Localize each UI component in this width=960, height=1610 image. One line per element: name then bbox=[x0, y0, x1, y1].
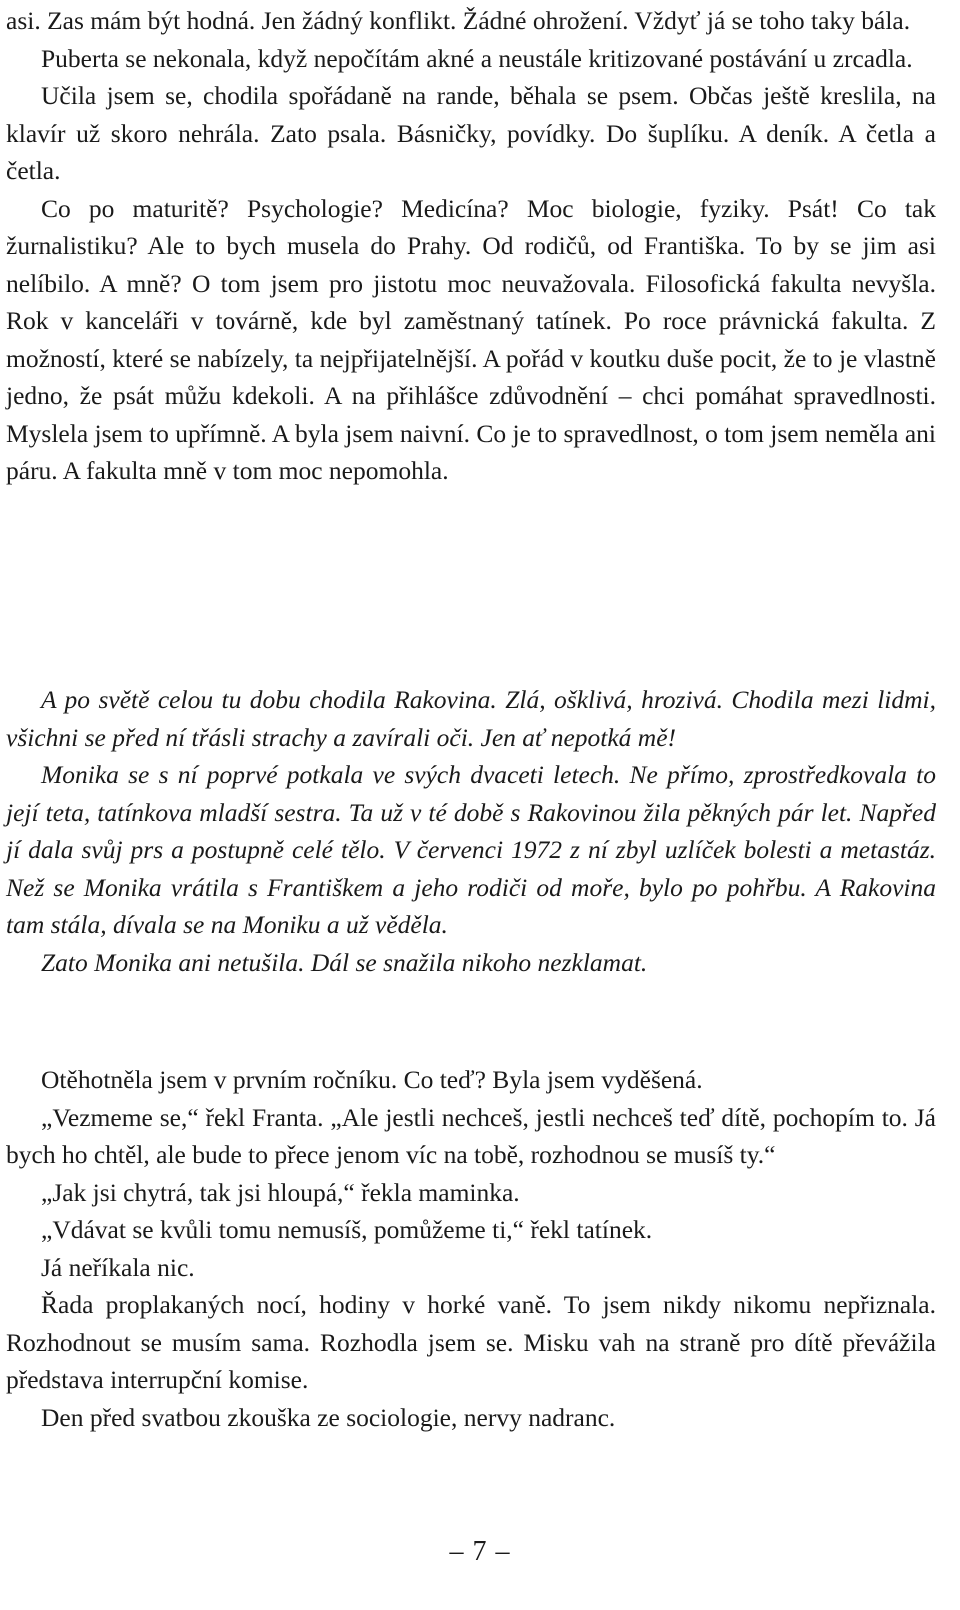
paragraph-dialogue: „Jak jsi chytrá, tak jsi hloupá,“ řekla maminka. bbox=[41, 1177, 520, 1207]
paragraph: Otěhotněla jsem v prvním ročníku. Co teď? Byla jsem vyděšená. bbox=[41, 1065, 703, 1094]
section-pregnancy bbox=[6, 1061, 936, 1436]
paragraph-dialogue: „Vezmeme se,“ řekl Franta. „Ale jestli nechceš, jestli nechceš teď dítě, pochopím to. Já bych ho chtěl, ale bude to přece jenom víc na tobě, rozhodnou se musíš ty.“ bbox=[6, 1102, 936, 1169]
paragraph-dialogue: „Vdávat se kvůli tomu nemusíš, pomůžeme ti,“ řekl tatínek. bbox=[41, 1215, 653, 1244]
paragraph: Řada proplakaných nocí, hodiny v horké vaně. To jsem nikdy nikomu nepřiznala. Rozhodnout se musím sama. Rozhodla jsem se. Misku vah na straně pro dítě převážila představa interrupční komise. bbox=[6, 1290, 936, 1394]
paragraph: Co po maturitě? Psychologie? Medicína? Moc biologie, fyziky. Psát! Co tak žurnalistiku? Ale to bych musela do Prahy. Od rodičů, od Františka. To by se jim asi nelíbilo. A mně? O tom jsem pro jistotu moc neuvažovala. Filosofická fakulta nevyšla. Rok v kanceláři v továrně, kde byl zaměstnaný tatínek. Po roce právnická fakulta. Z možností, které se nabízely, ta nejpřijatelnější. A pořád v koutku duše pocit, že to je vlastně jedno, že psát můžu kdekoli. A na přihlášce zdůvodnění – chci pomáhat spravedlnosti. Myslela jsem to upřímně. A byla jsem naivní. Co je to spravedlnost, o tom jsem neměla ani páru. A fakulta mně v tom moc nepomohla. bbox=[6, 193, 936, 485]
paragraph-italic: Zato Monika ani netušila. Dál se snažila nikoho nezklamat. bbox=[41, 947, 648, 977]
paragraph: Puberta se nekonala, když nepočítám akné a neustále kritizované postávání u zrcadla. bbox=[41, 43, 913, 73]
page-number: – 7 – bbox=[449, 1536, 511, 1567]
paragraph: Já neříkala nic. bbox=[41, 1252, 195, 1282]
paragraph: asi. Zas mám být hodná. Jen žádný konflikt. Žádné ohrožení. Vždyť já se toho taky bála. bbox=[6, 6, 911, 35]
section-memoir-youth bbox=[6, 2, 936, 490]
paragraph: Učila jsem se, chodila spořádaně na rande, běhala se psem. Občas ještě kreslila, na klavír už skoro nehrála. Zato psala. Básničky, povídky. Do šuplíku. A deník. A četla a četla. bbox=[6, 81, 936, 185]
paragraph-italic: Monika se s ní poprvé potkala ve svých dvaceti letech. Ne přímo, zprostředkovala to její teta, tatínkova mladší sestra. Ta už v té době s Rakovinou žila pěkných pár let. Napřed jí dala svůj prs a postupně celé tělo. V červenci 1972 z ní zbyl uzlíček bolesti a metastáz. Než se Monika vrátila s Františkem a jeho rodiči od moře, bylo po pohřbu. A Rakovina tam stála, dívala se na Moniku a už věděla. bbox=[6, 760, 936, 939]
paragraph: Den před svatbou zkouška ze sociologie, nervy nadranc. bbox=[41, 1402, 616, 1432]
section-italic-rakovina bbox=[6, 681, 936, 981]
paragraph-italic: A po světě celou tu dobu chodila Rakovina. Zlá, ošklivá, hrozivá. Chodila mezi lidmi, všichni se před ní třásli strachy a zavírali oči. Jen ať nepotká mě! bbox=[6, 685, 936, 752]
